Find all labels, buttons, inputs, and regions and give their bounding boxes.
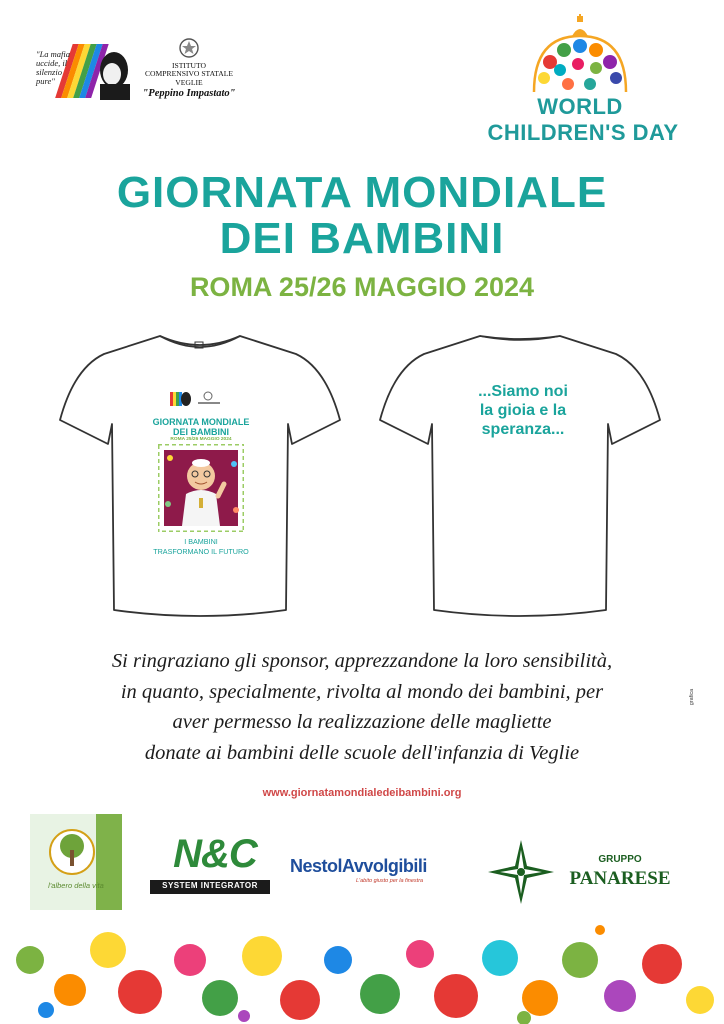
graphic-credit-text: grafica — [689, 688, 695, 706]
print-caption-line-1: I BAMBINI — [184, 537, 218, 546]
event-subtitle: ROMA 25/26 MAGGIO 2024 — [189, 272, 535, 302]
back-slogan-line-2: la gioia e la — [479, 402, 567, 419]
panarese-gruppo: GRUPPO — [598, 854, 642, 865]
print-date: ROMA 25/26 MAGGIO 2024 — [170, 437, 232, 442]
thanks-paragraph — [20, 646, 704, 768]
print-title: GIORNATA MONDIALE DEI BAMBINI — [152, 417, 250, 437]
website-link[interactable]: www.giornatamondialedeibambini.org — [262, 787, 462, 799]
back-slogan-line-1: ...Siamo noi — [478, 383, 568, 400]
italian-emblem-icon — [178, 36, 200, 60]
nestol-tagline: L'abito giusto per la finestra — [356, 878, 424, 884]
school-line-2: COMPRENSIVO STATALE — [144, 69, 234, 79]
pope-cartoon-illustration — [158, 444, 244, 532]
thanks-line-2: in quanto, specialmente, rivolta al mondo dei bambini, per — [120, 680, 604, 703]
tshirt-back-illustration — [370, 328, 670, 623]
back-slogan-line-3: speranza... — [481, 421, 565, 438]
world-childrens-day-logo — [520, 14, 640, 94]
print-caption — [144, 537, 258, 557]
school-line-1: ISTITUTO — [171, 61, 207, 70]
mafia-quote: "La mafia uccide, il silenzio pure" — [36, 49, 71, 86]
compass-star-icon — [486, 838, 556, 906]
school-line-3: VEGLIE — [175, 77, 203, 87]
print-caption-line-2: TRASFORMANO IL FUTURO — [153, 547, 249, 556]
albero-label: l'albero della vita — [48, 881, 104, 890]
thanks-line-1: Si ringraziano gli sponsor, apprezzandone la loro sensibilità, — [111, 650, 613, 672]
panarese-name: PANARESE — [569, 868, 671, 889]
colorful-hands-decoration — [0, 920, 724, 1024]
school-name: "Peppino Impastato" — [142, 88, 236, 100]
page-title: GIORNATA MONDIALE DEI BAMBINI — [116, 168, 608, 263]
wcd-title-line-1: WORLD — [537, 94, 623, 119]
print-school-logos — [166, 388, 236, 410]
school-logo-block — [137, 36, 241, 99]
thanks-line-3: aver permesso la realizzazione delle magliette — [172, 711, 552, 733]
nc-logo-subtitle: SYSTEM INTEGRATOR — [162, 881, 258, 890]
wcd-title-line-2: CHILDREN'S DAY — [487, 120, 679, 145]
thanks-line-4: donate ai bambini delle scuole dell'infanzia di Veglie — [144, 741, 580, 764]
back-slogan — [448, 382, 598, 439]
graphic-credit — [686, 680, 696, 720]
nestol-logo: NestolAvvolgibili — [290, 856, 427, 876]
nc-logo-letters: N&C — [173, 832, 257, 876]
albero-della-vita-logo — [30, 814, 122, 910]
